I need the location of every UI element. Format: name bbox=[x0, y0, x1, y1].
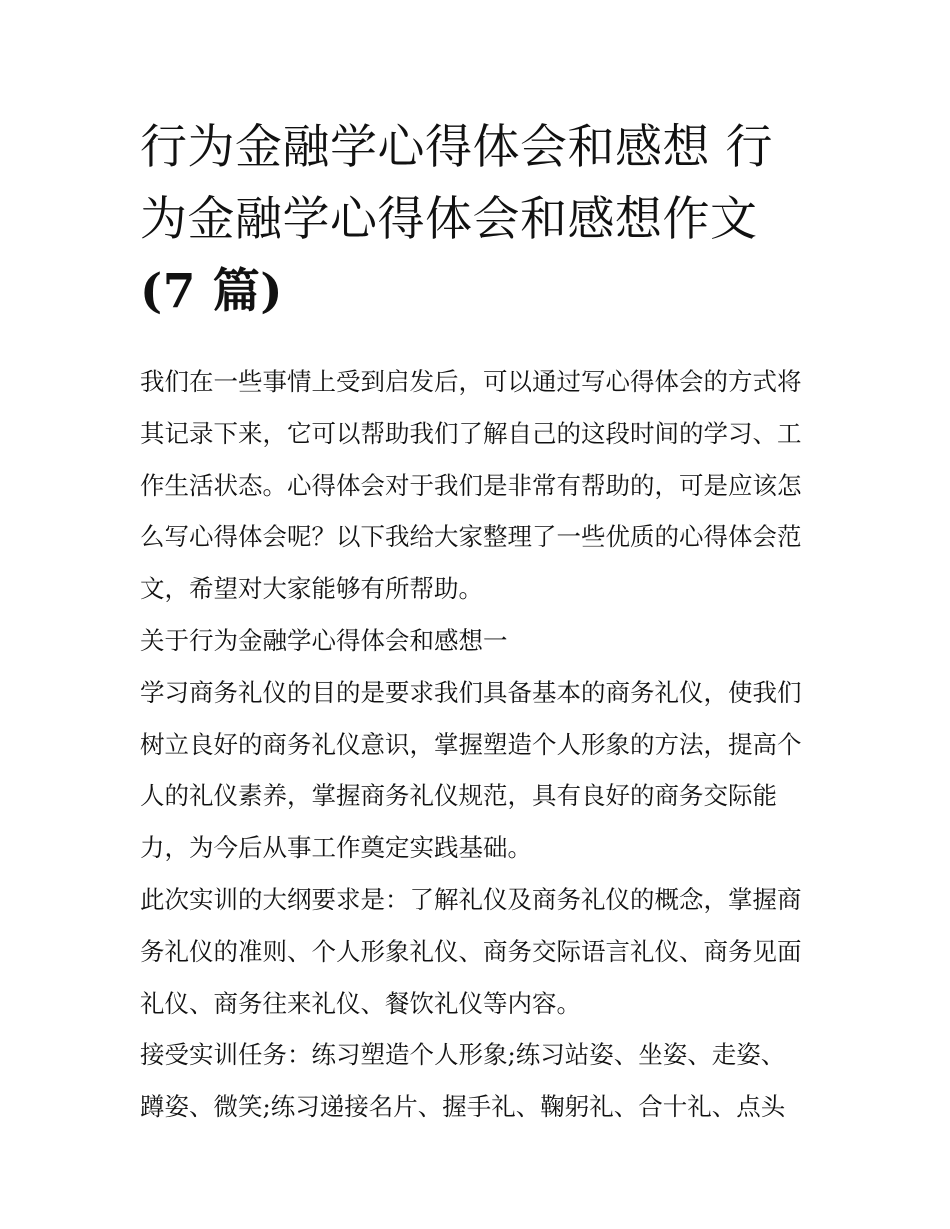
document-title bbox=[140, 112, 820, 328]
section-heading: 关于行为金融学心得体会和感想一 bbox=[140, 625, 508, 655]
body-line: 务礼仪的准则、个人形象礼仪、商务交际语言礼仪、商务见面 bbox=[140, 936, 802, 966]
body-line: 接受实训任务：练习塑造个人形象;练习站姿、坐姿、走姿、 bbox=[140, 1040, 786, 1070]
title-line-1: 行为金融学心得体会和感想 行 bbox=[140, 120, 773, 175]
body-line: 蹲姿、微笑;练习递接名片、握手礼、鞠躬礼、合十礼、点头 bbox=[140, 1092, 786, 1122]
body-line: 其记录下来，它可以帮助我们了解自己的这段时间的学习、工 bbox=[140, 418, 802, 448]
title-line-3: (7 篇) bbox=[140, 264, 284, 319]
body-line: 力，为今后从事工作奠定实践基础。 bbox=[140, 833, 532, 863]
document-body bbox=[140, 356, 820, 1133]
body-line: 文，希望对大家能够有所帮助。 bbox=[140, 574, 483, 604]
body-line: 树立良好的商务礼仪意识，掌握塑造个人形象的方法，提高个 bbox=[140, 729, 802, 759]
body-line: 学习商务礼仪的目的是要求我们具备基本的商务礼仪，使我们 bbox=[140, 677, 802, 707]
body-line: 人的礼仪素养，掌握商务礼仪规范，具有良好的商务交际能 bbox=[140, 781, 777, 811]
body-line: 此次实训的大纲要求是：了解礼仪及商务礼仪的概念，掌握商 bbox=[140, 884, 802, 914]
title-line-2: 为金融学心得体会和感想作文 bbox=[140, 192, 758, 247]
body-line: 礼仪、商务往来礼仪、餐饮礼仪等内容。 bbox=[140, 988, 581, 1018]
body-line: 作生活状态。心得体会对于我们是非常有帮助的，可是应该怎 bbox=[140, 470, 802, 500]
body-line: 我们在一些事情上受到启发后，可以通过写心得体会的方式将 bbox=[140, 367, 802, 396]
body-line: 么写心得体会呢？以下我给大家整理了一些优质的心得体会范 bbox=[140, 522, 802, 552]
